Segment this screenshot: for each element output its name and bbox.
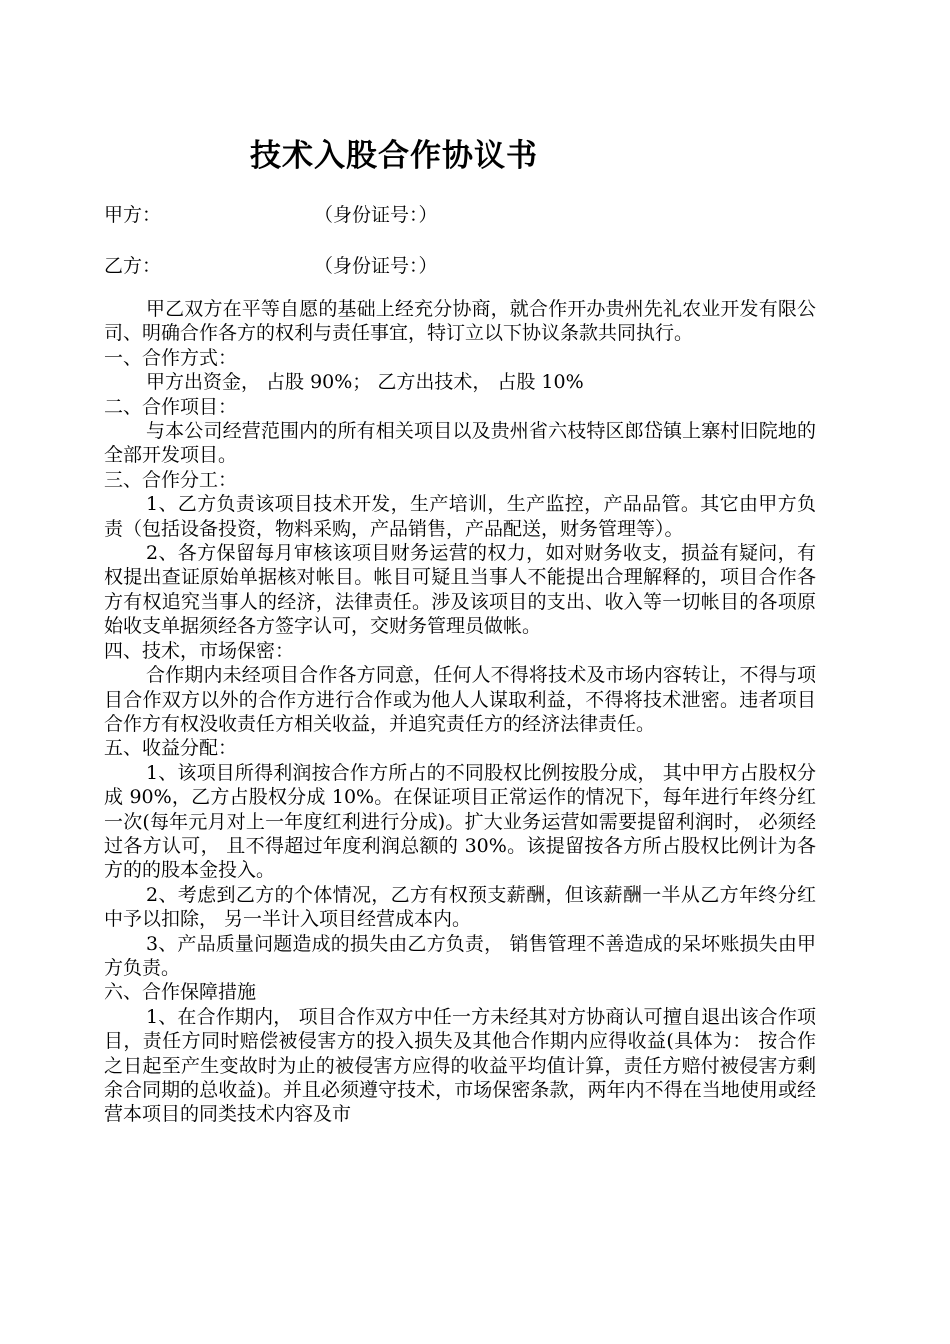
document-title: 技术入股合作协议书: [250, 138, 538, 174]
body-paragraph: 1、在合作期内， 项目合作双方中任一方未经其对方协商认可擅自退出该合作项目，责任方同时赔偿被侵害方的投入损失及其他合作期内应得收益(具体为： 按合作之日起至产生变故时为止的被侵害方应得的收益平均值计算，责任方赔付被侵害方剩余合同期的总收益)。并且必须遵守技术，市场保密条款，两年内不得在当地使用或经营本项目的同类技术内容及市: [104, 1005, 816, 1126]
body-paragraph: 与本公司经营范围内的所有相关项目以及贵州省六枝特区郎岱镇上寨村旧院地的全部开发项目。: [104, 420, 816, 467]
section-heading: 五、收益分配：: [104, 737, 238, 760]
section-heading: 四、技术，市场保密：: [104, 639, 295, 662]
body-paragraph: 2、各方保留每月审核该项目财务运营的权力，如对财务收支，损益有疑问，有权提出查证原始单据核对帐目。帐目可疑且当事人不能提出合理解释的，项目合作各方有权追究当事人的经济，法律责任。涉及该项目的支出、收入等一切帐目的各项原始收支单据须经各方签字认可，交财务管理员做帐。: [104, 542, 816, 638]
body-paragraph: 3、产品质量问题造成的损失由乙方负责， 销售管理不善造成的呆坏账损失由甲方负责。: [104, 932, 816, 979]
body-paragraph: 2、考虑到乙方的个体情况，乙方有权预支薪酬，但该薪酬一半从乙方年终分红中予以扣除， 另一半计入项目经营成本内。: [104, 883, 816, 931]
party-b-line: [104, 251, 438, 278]
body-paragraph: 合作期内未经项目合作各方同意，任何人不得将技术及市场内容转让，不得与项目合作双方以外的合作方进行合作或为他人人谋取利益，不得将技术泄密。违者项目合作方有权没收责任方相关收益，并追究责任方的经济法律责任。: [104, 664, 816, 735]
intro-paragraph: 甲乙双方在平等自愿的基础上经充分协商，就合作开办贵州先礼农业开发有限公司、明确合作各方的权利与责任事宜，特订立以下协议条款共同执行。: [104, 298, 816, 345]
section-heading: 六、合作保障措施: [104, 981, 257, 1004]
party-b-id-note: （身份证号：）: [314, 255, 438, 277]
section-heading: 三、合作分工：: [104, 468, 238, 491]
body-paragraph: 1、乙方负责该项目技术开发，生产培训，生产监控，产品品管。其它由甲方负责（包括设备投资，物料采购，产品销售，产品配送，财务管理等）。: [104, 493, 816, 540]
body-paragraph: 甲方出资金， 占股 90%； 乙方出技术， 占股 10%: [146, 371, 584, 394]
party-b-label: 乙方：: [104, 255, 162, 277]
body-paragraph: 1、该项目所得利润按合作方所占的不同股权比例按股分成， 其中甲方占股权分成 90%，乙方占股权分成 10%。在保证项目正常运作的情况下，每年进行年终分红一次(每年元月对上一年度红利进行分成)。扩大业务运营如需要提留利润时， 必须经过各方认可， 且不得超过年度利润总额的 30%。该提留按各方所占股权比例计为各方的的股本金投入。: [104, 761, 816, 882]
section-heading: 一、合作方式：: [104, 346, 238, 369]
party-a-label: 甲方：: [104, 204, 162, 226]
party-a-line: [104, 200, 438, 227]
section-heading: 二、合作项目：: [104, 395, 238, 418]
agreement-body: [104, 297, 816, 1127]
party-a-id-note: （身份证号：）: [314, 204, 438, 226]
